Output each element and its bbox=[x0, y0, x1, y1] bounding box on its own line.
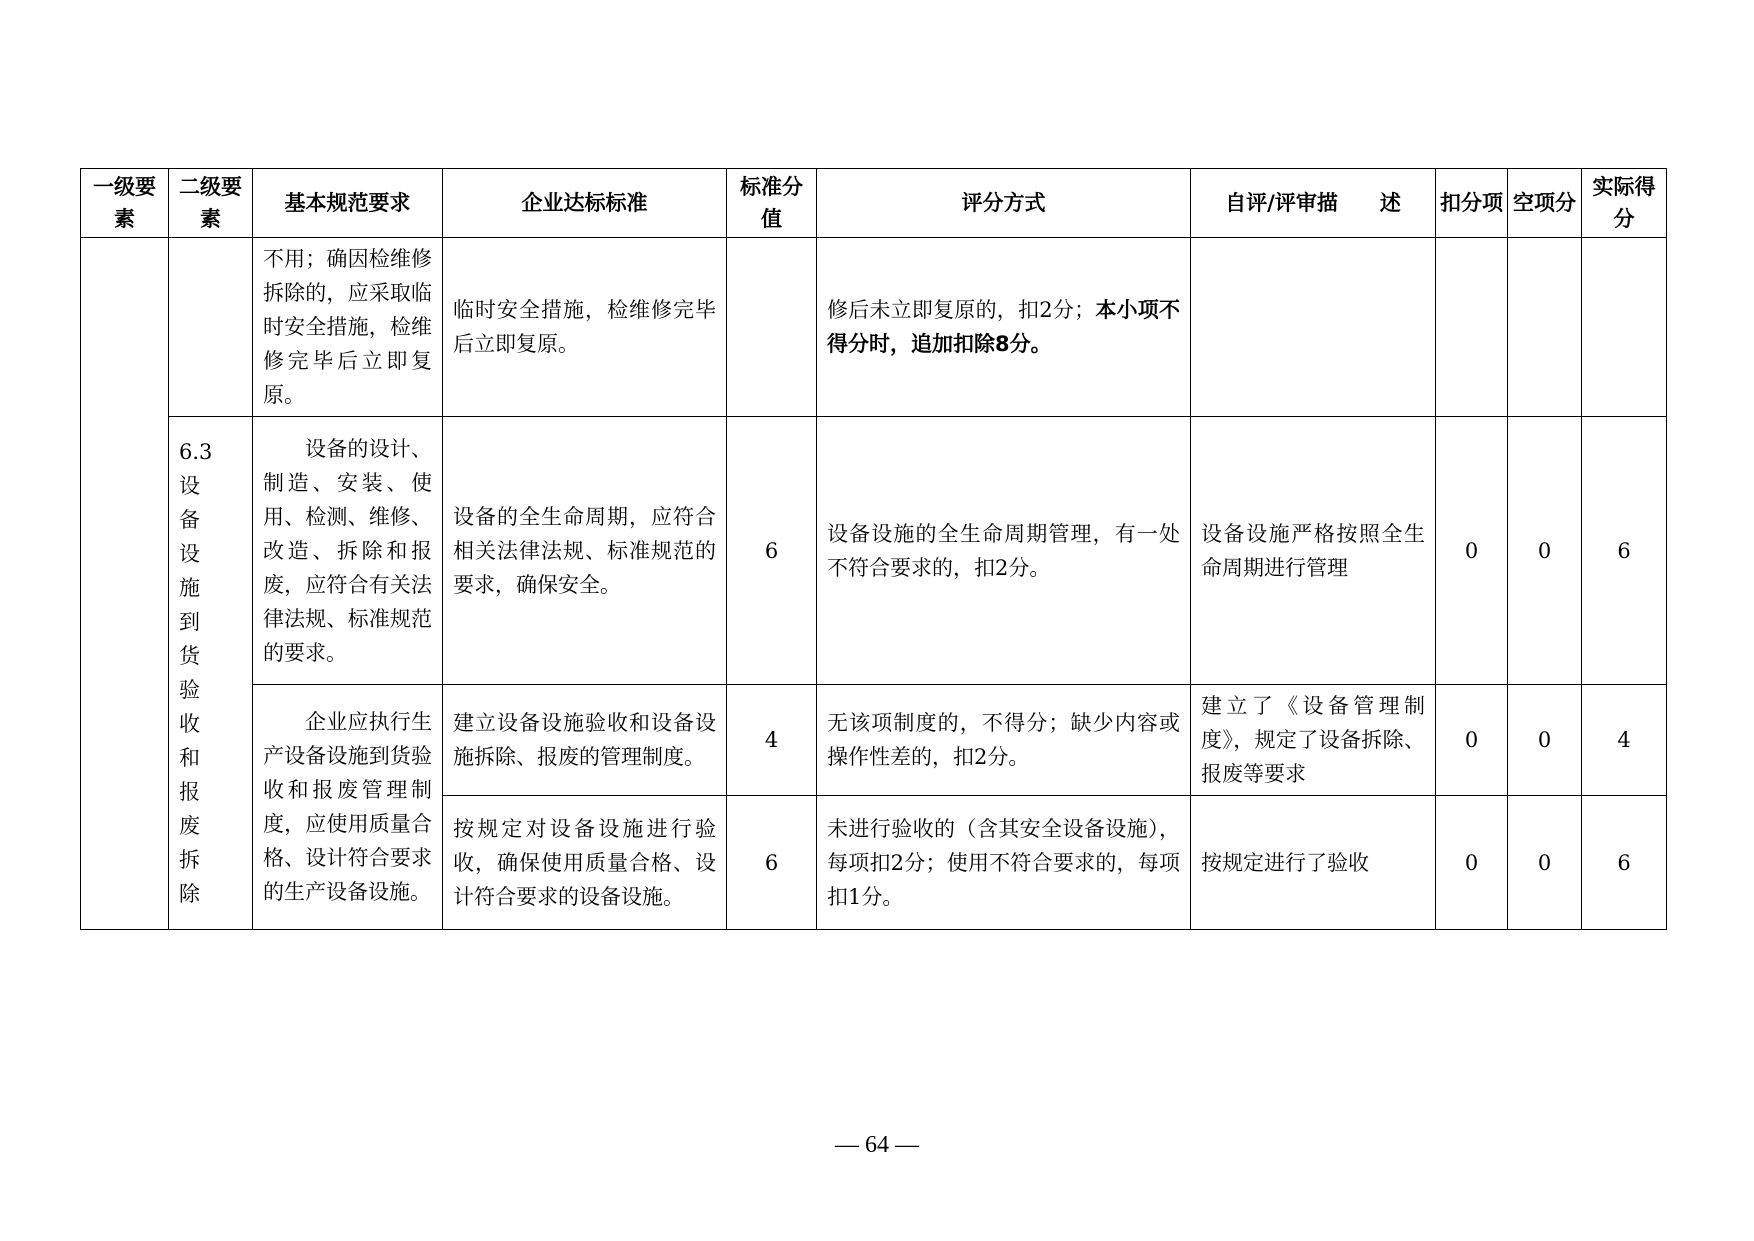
header-standard: 企业达标标准 bbox=[443, 169, 727, 238]
empty-cell bbox=[1508, 238, 1582, 417]
element2-name: 设备设施到货验收和报废拆除 bbox=[179, 474, 218, 906]
empty-cell: 0 bbox=[1508, 796, 1582, 930]
page-number: — 64 — bbox=[835, 1132, 919, 1158]
description-cell: 建立了《设备管理制度》，规定了设备拆除、报废等要求 bbox=[1191, 685, 1436, 796]
table-row bbox=[81, 685, 1667, 796]
header-score: 标准分值 bbox=[727, 169, 817, 238]
header-level2: 二级要素 bbox=[169, 169, 253, 238]
method-cell: 设备设施的全生命周期管理，有一处不符合要求的，扣2分。 bbox=[817, 417, 1191, 685]
description-cell: 设备设施严格按照全生命周期进行管理 bbox=[1191, 417, 1436, 685]
header-deduct: 扣分项 bbox=[1436, 169, 1508, 238]
description-cell bbox=[1191, 238, 1436, 417]
actual-cell: 6 bbox=[1582, 417, 1667, 685]
header-actual: 实际得分 bbox=[1582, 169, 1667, 238]
header-empty: 空项分 bbox=[1508, 169, 1582, 238]
table-row bbox=[81, 417, 1667, 685]
requirement-cell: 企业应执行生产设备设施到货验收和报废管理制度，应使用质量合格、设计符合要求的生产设备设施。 bbox=[253, 685, 443, 930]
actual-cell bbox=[1582, 238, 1667, 417]
requirement-cell: 不用；确因检维修拆除的，应采取临时安全措施，检维修完毕后立即复原。 bbox=[253, 238, 443, 417]
deduct-cell: 0 bbox=[1436, 685, 1508, 796]
standard-cell: 临时安全措施，检维修完毕后立即复原。 bbox=[443, 238, 727, 417]
header-description: 自评/评审描 述 bbox=[1191, 169, 1436, 238]
score-cell bbox=[727, 238, 817, 417]
empty-cell: 0 bbox=[1508, 685, 1582, 796]
standard-cell: 按规定对设备设施进行验收，确保使用质量合格、设计符合要求的设备设施。 bbox=[443, 796, 727, 930]
deduct-cell bbox=[1436, 238, 1508, 417]
level2-element-cell bbox=[169, 417, 253, 930]
score-cell: 4 bbox=[727, 685, 817, 796]
deduct-cell: 0 bbox=[1436, 796, 1508, 930]
actual-cell: 6 bbox=[1582, 796, 1667, 930]
actual-cell: 4 bbox=[1582, 685, 1667, 796]
table-row bbox=[81, 238, 1667, 417]
header-requirement: 基本规范要求 bbox=[253, 169, 443, 238]
method-text: 修后未立即复原的，扣2分； bbox=[827, 298, 1096, 322]
level2-cell bbox=[169, 238, 253, 417]
header-method: 评分方式 bbox=[817, 169, 1191, 238]
deduct-cell: 0 bbox=[1436, 417, 1508, 685]
method-cell: 无该项制度的，不得分；缺少内容或操作性差的，扣2分。 bbox=[817, 685, 1191, 796]
score-cell: 6 bbox=[727, 417, 817, 685]
requirement-cell: 设备的设计、制造、安装、使用、检测、维修、改造、拆除和报废，应符合有关法律法规、标准规范的要求。 bbox=[253, 417, 443, 685]
element2-code: 6.3 bbox=[179, 440, 213, 464]
level1-cell bbox=[81, 238, 169, 930]
standards-table bbox=[80, 168, 1667, 930]
header-level1: 一级要素 bbox=[81, 169, 169, 238]
empty-cell: 0 bbox=[1508, 417, 1582, 685]
score-cell: 6 bbox=[727, 796, 817, 930]
standard-cell: 设备的全生命周期，应符合相关法律法规、标准规范的要求，确保安全。 bbox=[443, 417, 727, 685]
method-cell: 未进行验收的（含其安全设备设施），每项扣2分；使用不符合要求的，每项扣1分。 bbox=[817, 796, 1191, 930]
method-cell bbox=[817, 238, 1191, 417]
method-bold-text: 本小项不得分时，追加扣除8分。 bbox=[827, 298, 1180, 356]
standard-cell: 建立设备设施验收和设备设施拆除、报废的管理制度。 bbox=[443, 685, 727, 796]
header-row bbox=[81, 169, 1667, 238]
description-cell: 按规定进行了验收 bbox=[1191, 796, 1436, 930]
